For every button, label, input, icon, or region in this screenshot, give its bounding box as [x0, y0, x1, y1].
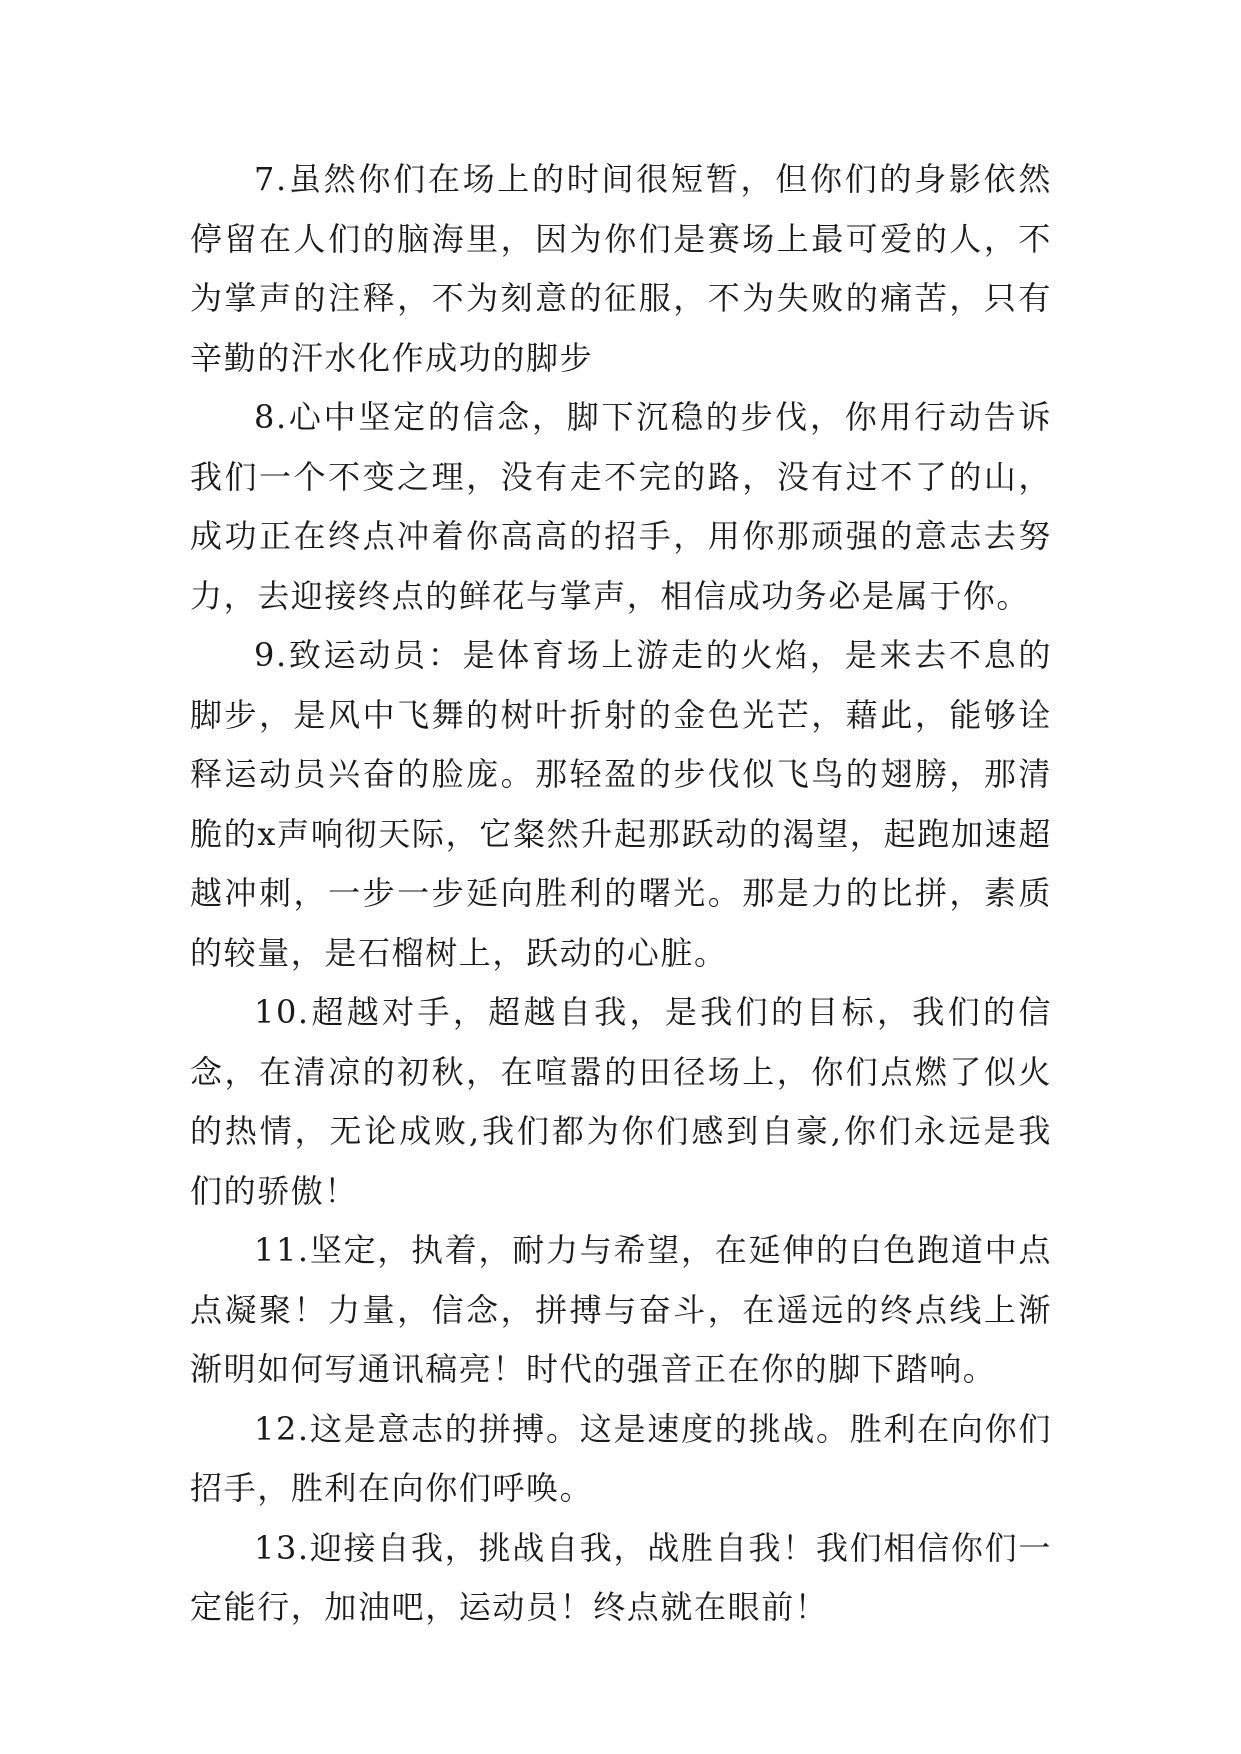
paragraph-10: 10.超越对手，超越自我，是我们的目标，我们的信念，在清凉的初秋，在喧嚣的田径场上，你们点燃了似火的热情，无论成败,我们都为你们感到自豪,你们永远是我们的骄傲！: [190, 993, 1052, 1210]
paragraph-12: 12.这是意志的拼搏。这是速度的挑战。胜利在向你们招手，胜利在向你们呼唤。: [190, 1409, 1052, 1507]
paragraph-11: 11.坚定，执着，耐力与希望，在延伸的白色跑道中点点凝聚！力量，信念，拼搏与奋斗，在遥远的终点线上渐渐明如何写通讯稿亮！时代的强音正在你的脚下踏响。: [190, 1231, 1052, 1388]
paragraph-7: 7.虽然你们在场上的时间很短暂，但你们的身影依然停留在人们的脑海里，因为你们是赛场上最可爱的人，不为掌声的注释，不为刻意的征服，不为失败的痛苦，只有辛勤的汗水化作成功的脚步: [190, 160, 1052, 377]
paragraph-8: 8.心中坚定的信念，脚下沉稳的步伐，你用行动告诉我们一个不变之理，没有走不完的路，没有过不了的山，成功正在终点冲着你高高的招手，用你那顽强的意志去努力，去迎接终点的鲜花与掌声，相信成功务必是属于你。: [190, 398, 1052, 615]
paragraph-13: 13.迎接自我，挑战自我，战胜自我！我们相信你们一定能行，加油吧，运动员！终点就在眼前！: [190, 1528, 1052, 1626]
paragraph-9: 9.致运动员：是体育场上游走的火焰，是来去不息的脚步，是风中飞舞的树叶折射的金色光芒，藉此，能够诠释运动员兴奋的脸庞。那轻盈的步伐似飞鸟的翅膀，那清脆的x声响彻天际，它粲然升起那跃动的渴望，起跑加速超越冲刺，一步一步延向胜利的曙光。那是力的比拼，素质的较量，是石榴树上，跃动的心脏。: [190, 636, 1052, 972]
document-body: [190, 150, 1052, 1638]
